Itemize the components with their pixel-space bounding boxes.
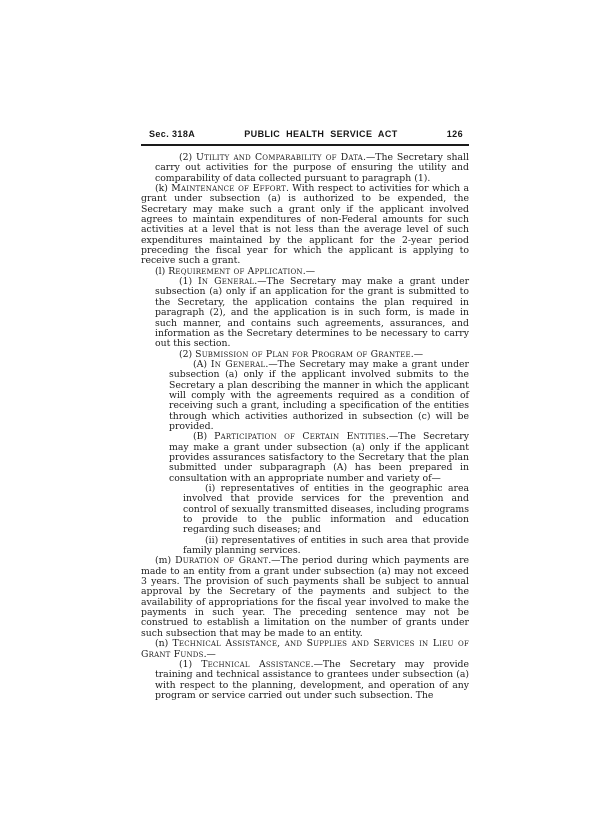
text-run: (ii) representatives of entities in such area that provide family planning services. <box>183 534 469 557</box>
smallcaps-heading-run: Maintenance of Effort <box>171 183 286 195</box>
smallcaps-heading-run: In General <box>210 358 266 370</box>
text-run: (A) <box>193 358 211 370</box>
subsec-m-duration <box>141 556 469 639</box>
smallcaps-heading-run: In General <box>197 276 255 288</box>
text-run: (B) <box>193 431 215 443</box>
subpara-2B-participation <box>169 432 469 484</box>
smallcaps-heading-run: Participation of Certain Entities <box>214 431 386 443</box>
text-run: .—The Secretary may provide training and technical assistance to grantees under subsection (a) with respect to the planning, development, and operation of any program or service carried out under such subsection. The <box>155 658 469 701</box>
para-j2-utility <box>155 153 469 184</box>
text-run: .— <box>410 348 424 360</box>
text-run: (1) <box>179 658 202 670</box>
text-run: (k) <box>155 183 172 195</box>
smallcaps-heading-run: Duration of Grant <box>175 555 269 567</box>
header-section-number: Sec. 318A <box>149 129 196 139</box>
subpara-2A-in-general <box>169 360 469 432</box>
clause-2Bii <box>183 536 469 557</box>
text-run: (2) <box>179 152 197 163</box>
text-run: (i) representatives of entities in the geographic area involved that provide services for the prevention and control of sexually transmitted diseases, including programs to provide to the public information and education regarding such diseases; and <box>183 483 470 536</box>
subsec-k-maintenance <box>141 184 469 267</box>
smallcaps-heading-run: Requirement of Application <box>168 265 303 277</box>
document-page <box>141 129 469 701</box>
smallcaps-heading-run: Technical Assistance <box>201 658 311 670</box>
text-run: .— <box>203 648 216 660</box>
text-run: (m) <box>155 555 176 567</box>
text-run: (l) <box>155 265 169 277</box>
text-run: (n) <box>155 638 173 650</box>
header-title: PUBLIC HEALTH SERVICE ACT <box>244 129 398 139</box>
smallcaps-heading-run: Utility and Comparability of Data <box>196 152 364 163</box>
text-run: .—The Secretary may make a grant under subsection (a) only if the applicant involved submits to the Secretary a plan describing the manner in which the applicant will comply with the agreements required as a condition of receiving such a grant, including a specification of the entities through which activities authorized in subsection (c) will be provided. <box>169 358 469 432</box>
text-run: .— <box>302 265 315 277</box>
text-run: .—The Secretary may make a grant under subsection (a) only if an application for the grant is submitted to the Secretary, the application contains the plan required in paragraph (2), and the application is in such form, is made in such manner, and contains such agreements, assurances, and information as the Secretary determines to be necessary to carry out this section. <box>155 276 470 350</box>
subsec-n-technical-heading <box>141 639 469 660</box>
text-run: .—The period during which payments are made to an entity from a grant under subsection (a) may not exceed 3 years. The provision of such payments shall be subject to annual approval by the Secretary of the payments and subject to the availability of appropriations for the fiscal year involved to make the payments in such year. The preceding sentence may not be construed to establish a limitation on the number of grants under such subsection that may be made to an entity. <box>141 555 470 639</box>
para-n1-technical-assistance <box>155 660 469 701</box>
text-run: .—The Secretary shall carry out activities for the purpose of ensuring the utility and comparability of data collected pursuant to paragraph (1). <box>155 152 469 184</box>
page-header <box>141 129 469 146</box>
clause-2Bi <box>183 484 469 536</box>
text-run: (2) <box>179 348 196 360</box>
smallcaps-heading-run: Submission of Plan for Program of Grantee <box>195 348 411 360</box>
document-body <box>141 153 469 701</box>
text-run: (1) <box>179 276 198 288</box>
text-run: .—The Secretary may make a grant under subsection (a) only if the applicant provides assurances satisfactory to the Secretary that the plan submitted under subparagraph (A) has been prepared in consultation with an appropriate number and variety of— <box>169 431 469 484</box>
para-l1-in-general <box>155 277 469 349</box>
smallcaps-heading-run: Technical Assistance, and Supplies and Services in Lieu of Grant Funds <box>141 638 470 660</box>
header-page-number: 126 <box>446 129 463 139</box>
text-run: . With respect to activities for which a grant under subsection (a) is authorized to be expended, the Secretary may make such a grant only if the applicant involved agrees to maintain expenditures of non-Federal amounts for such activities at a level that is not less than the average level of such expenditures maintained by the applicant for the 2-year period preceding the fiscal year for which the applicant is applying to receive such a grant. <box>141 183 470 267</box>
